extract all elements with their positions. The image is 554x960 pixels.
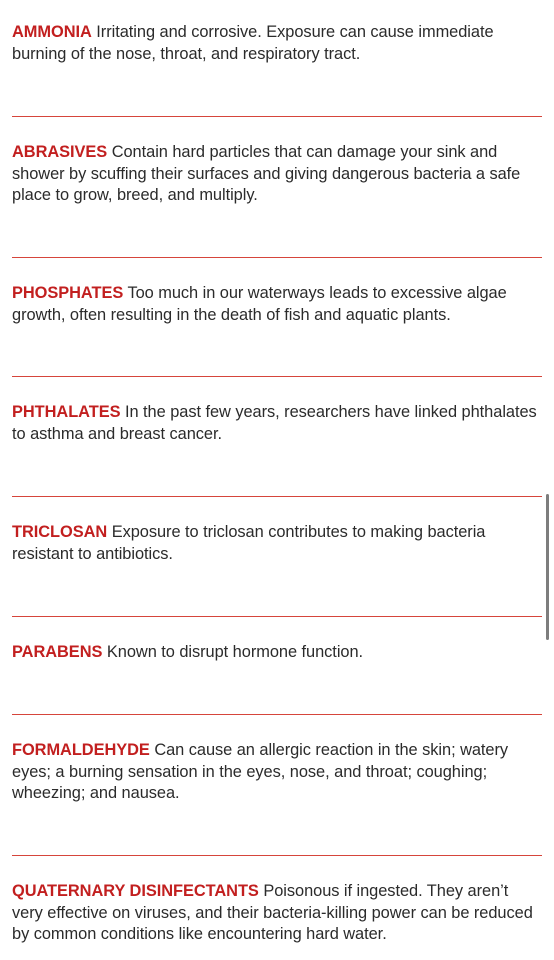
- item-term: TRICLOSAN: [12, 523, 108, 541]
- item-term: PHTHALATES: [12, 403, 121, 421]
- divider: [12, 496, 542, 497]
- item-description: Irritating and corrosive. Exposure can cause immediate burning of the nose, throat, and respiratory tract.: [12, 23, 494, 63]
- item-term: FORMALDEHYDE: [12, 741, 150, 759]
- item-description: Too much in our waterways leads to excessive algae growth, often resulting in the death of fish and aquatic plants.: [12, 284, 507, 324]
- item-term: AMMONIA: [12, 23, 92, 41]
- item-term: PHOSPHATES: [12, 284, 124, 302]
- list-item-phthalates: [12, 402, 542, 445]
- item-description: Known to disrupt hormone function.: [106, 643, 364, 661]
- divider: [12, 376, 542, 377]
- item-description: In the past few years, researchers have linked phthalates to asthma and breast cancer.: [12, 403, 537, 443]
- divider: [12, 616, 542, 617]
- divider: [12, 714, 542, 715]
- list-item-triclosan: [12, 522, 542, 565]
- list-item-ammonia: [12, 22, 542, 65]
- item-description: Contain hard particles that can damage your sink and shower by scuffing their surfaces and giving dangerous bacteria a safe place to grow, breed, and multiply.: [12, 143, 521, 204]
- item-description: Poisonous if ingested. They aren’t very effective on viruses, and their bacteria-killing power can be reduced by common conditions like encountering hard water.: [12, 882, 533, 943]
- item-term: ABRASIVES: [12, 143, 108, 161]
- item-term: PARABENS: [12, 643, 103, 661]
- divider: [12, 855, 542, 856]
- item-description: Exposure to triclosan contributes to making bacteria resistant to antibiotics.: [12, 523, 486, 563]
- item-term: QUATERNARY DISINFECTANTS: [12, 882, 259, 900]
- list-item-quaternary-disinfectants: [12, 881, 542, 946]
- divider: [12, 116, 542, 117]
- list-item-phosphates: [12, 283, 542, 326]
- list-item-parabens: [12, 642, 542, 664]
- scrollbar-thumb[interactable]: [546, 494, 549, 640]
- item-description: Can cause an allergic reaction in the skin; watery eyes; a burning sensation in the eyes, nose, and throat; coughing; wheezing; and nausea.: [12, 741, 509, 802]
- divider: [12, 257, 542, 258]
- list-item-formaldehyde: [12, 740, 542, 805]
- list-item-abrasives: [12, 142, 542, 207]
